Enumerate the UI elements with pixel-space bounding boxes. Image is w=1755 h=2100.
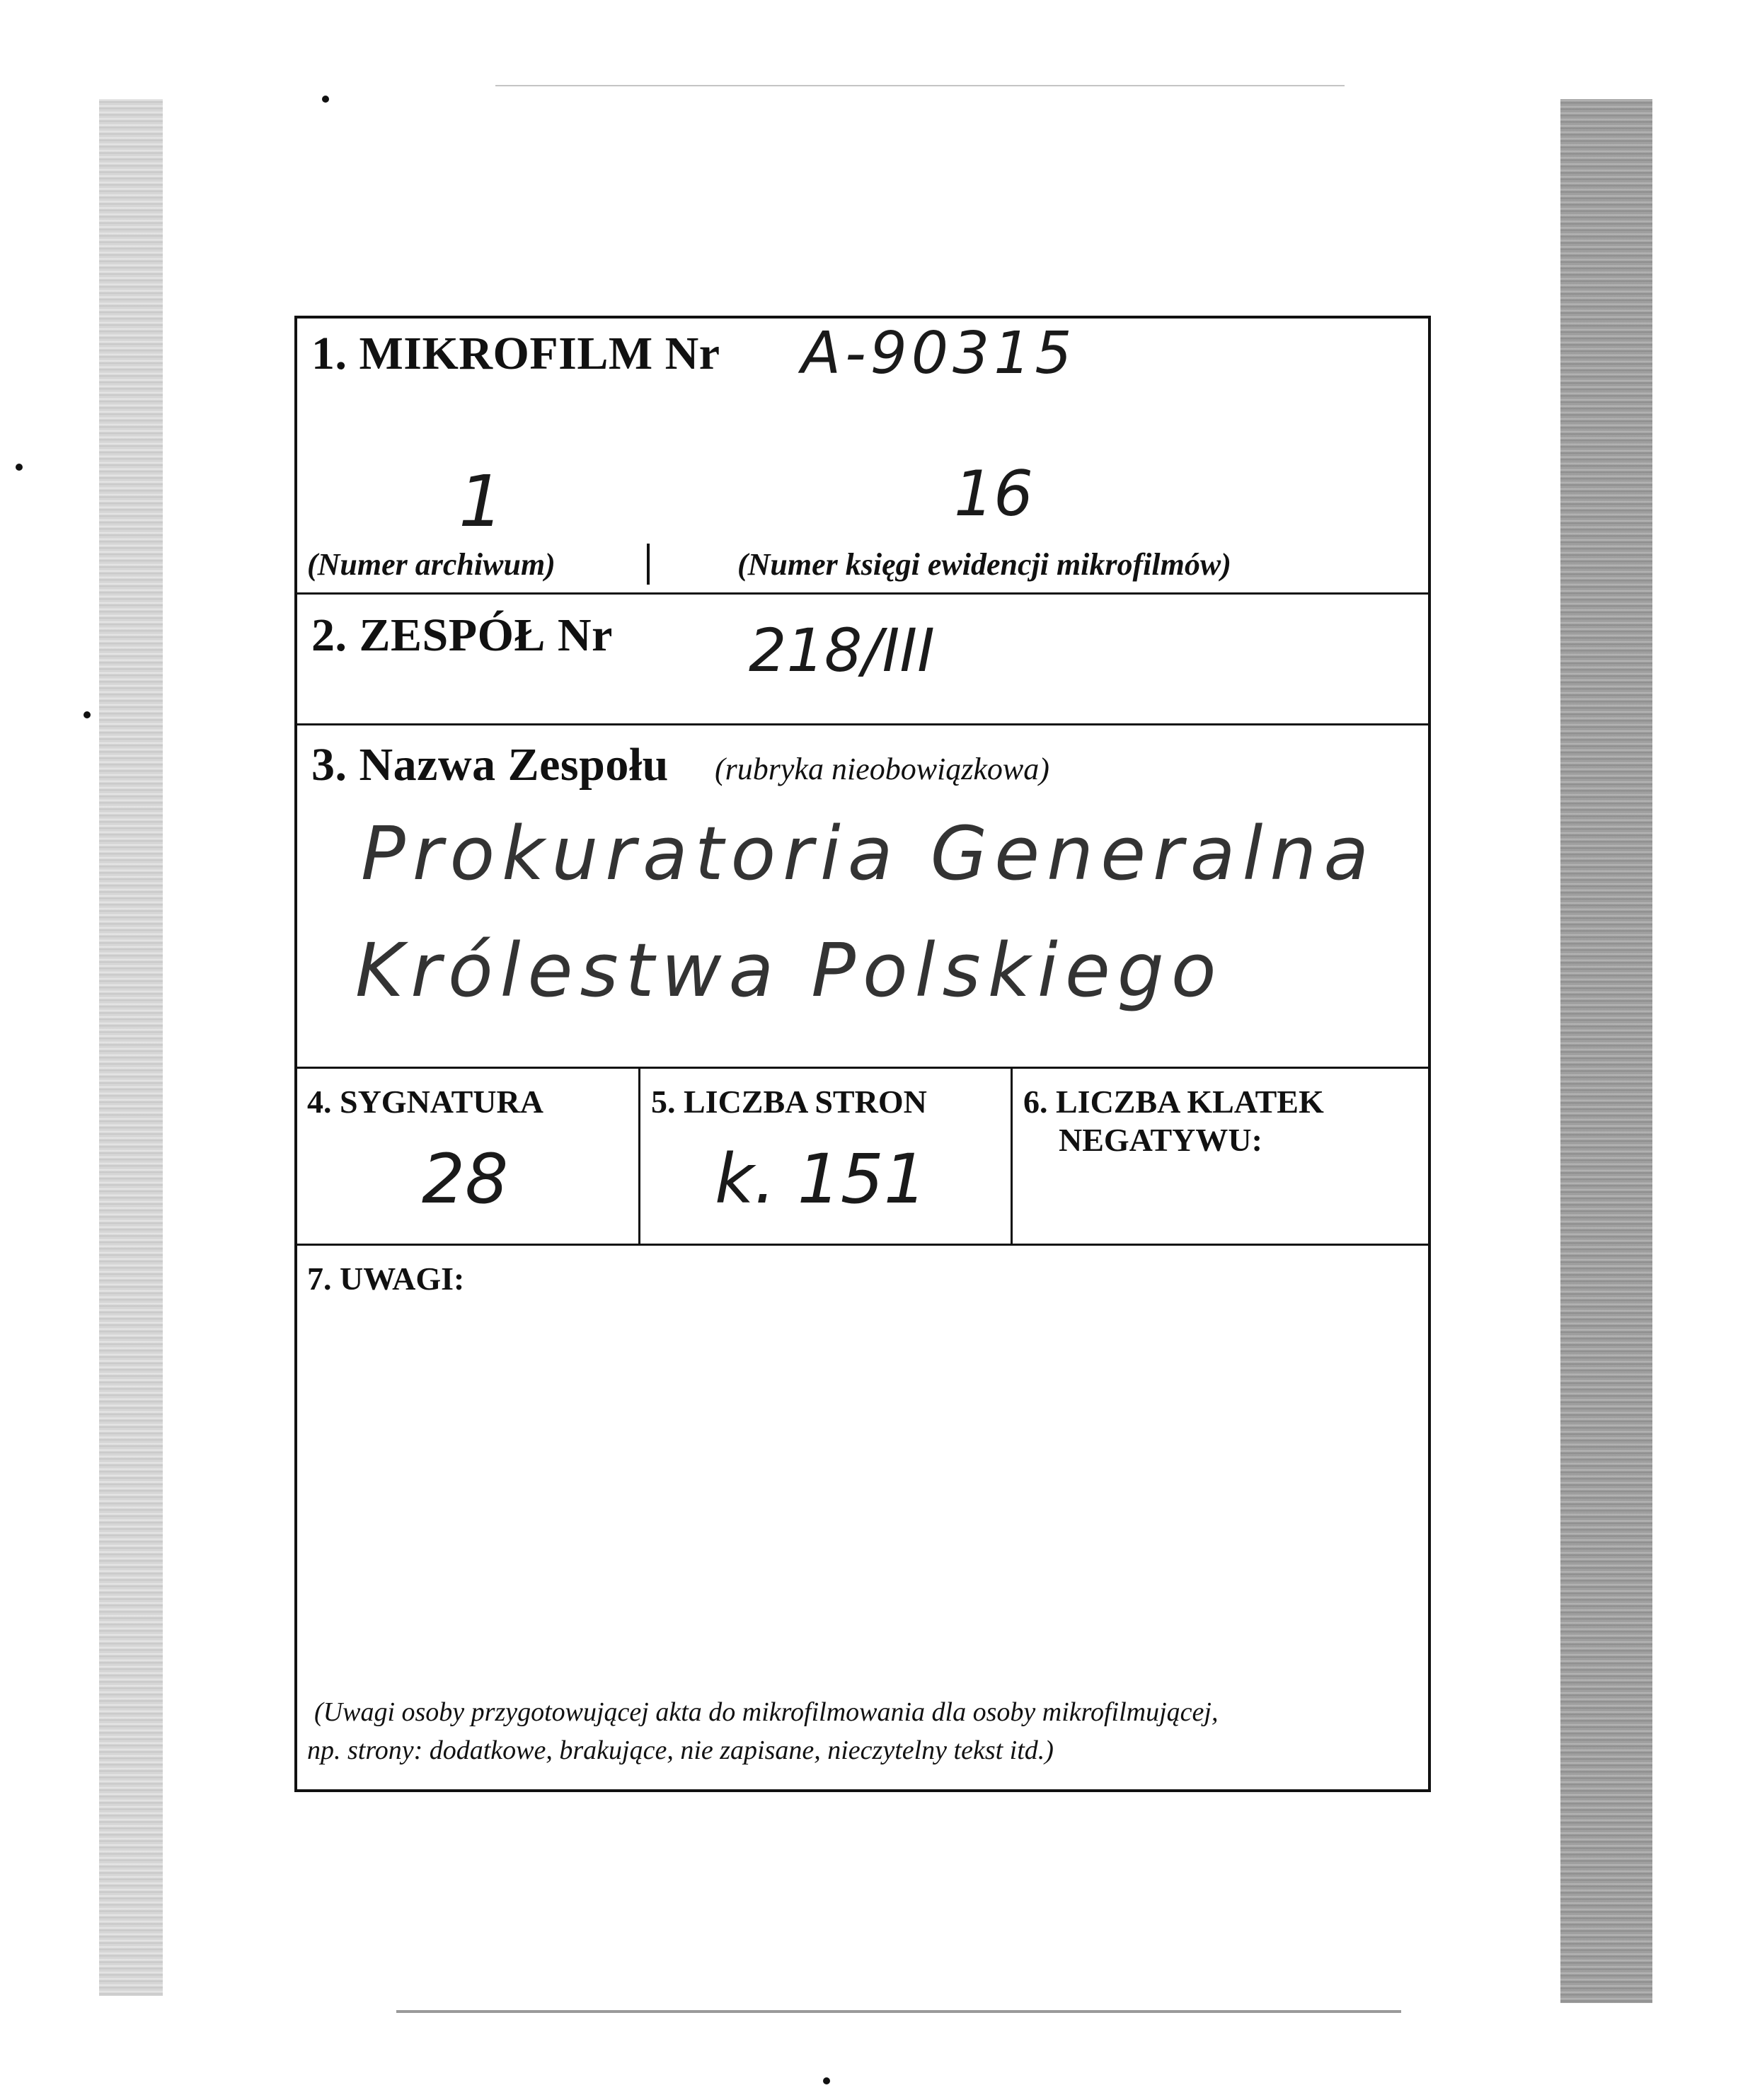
fonds-name-line1: Prokuratoria Generalna xyxy=(361,810,1376,897)
scan-shadow-left xyxy=(99,99,163,1996)
scan-line-bottom xyxy=(396,2010,1401,2013)
scan-speck xyxy=(823,2077,830,2084)
caption-divider xyxy=(647,544,650,585)
section-fonds-number xyxy=(297,595,1428,725)
microfilm-label: 1. MIKROFILM Nr xyxy=(311,328,720,379)
archive-number-caption: (Numer archiwum) xyxy=(307,547,556,582)
signature-value: 28 xyxy=(422,1140,509,1219)
remarks-note-line1: (Uwagi osoby przygotowującej akta do mikrofilmowania dla osoby mikrofilmującej, xyxy=(314,1697,1219,1727)
scan-speck xyxy=(84,711,91,718)
section-remarks xyxy=(297,1246,1428,1792)
section-microfilm-number xyxy=(297,319,1428,595)
remarks-note-line2: np. strony: dodatkowe, brakujące, nie zapisane, nieczytelny tekst itd.) xyxy=(307,1735,1054,1765)
remarks-label: 7. UWAGI: xyxy=(307,1261,465,1297)
frame-count-label-line2: NEGATYWU: xyxy=(1059,1122,1262,1158)
scan-speck xyxy=(16,464,23,471)
scan-speck xyxy=(322,96,329,103)
register-number-caption: (Numer księgi ewidencji mikrofilmów) xyxy=(737,547,1231,582)
page-count-label: 5. LICZBA STRON xyxy=(651,1084,927,1120)
fonds-number-label: 2. ZESPÓŁ Nr xyxy=(311,609,613,661)
column-divider xyxy=(1011,1069,1013,1244)
frame-count-label: 6. LICZBA KLATEK xyxy=(1023,1084,1324,1120)
microfilm-number-value: A-90315 xyxy=(801,320,1076,387)
scan-shadow-right xyxy=(1560,99,1652,2003)
fonds-name-line2: Królestwa Polskiego xyxy=(355,927,1224,1014)
fonds-name-hint: (rubryka nieobowiązkowa) xyxy=(715,752,1049,786)
column-divider xyxy=(638,1069,640,1244)
register-number-value: 16 xyxy=(954,457,1033,530)
archive-number-value: 1 xyxy=(459,460,504,543)
fonds-name-label: 3. Nazwa Zespołu xyxy=(311,739,669,791)
signature-label: 4. SYGNATURA xyxy=(307,1084,543,1120)
page-count-value: k. 151 xyxy=(715,1140,927,1219)
section-fonds-name xyxy=(297,725,1428,1069)
fonds-number-value: 218/III xyxy=(749,616,935,685)
section-signature-pages-frames xyxy=(297,1069,1428,1246)
microfilm-form xyxy=(294,316,1431,1792)
scan-line-top xyxy=(495,85,1345,86)
